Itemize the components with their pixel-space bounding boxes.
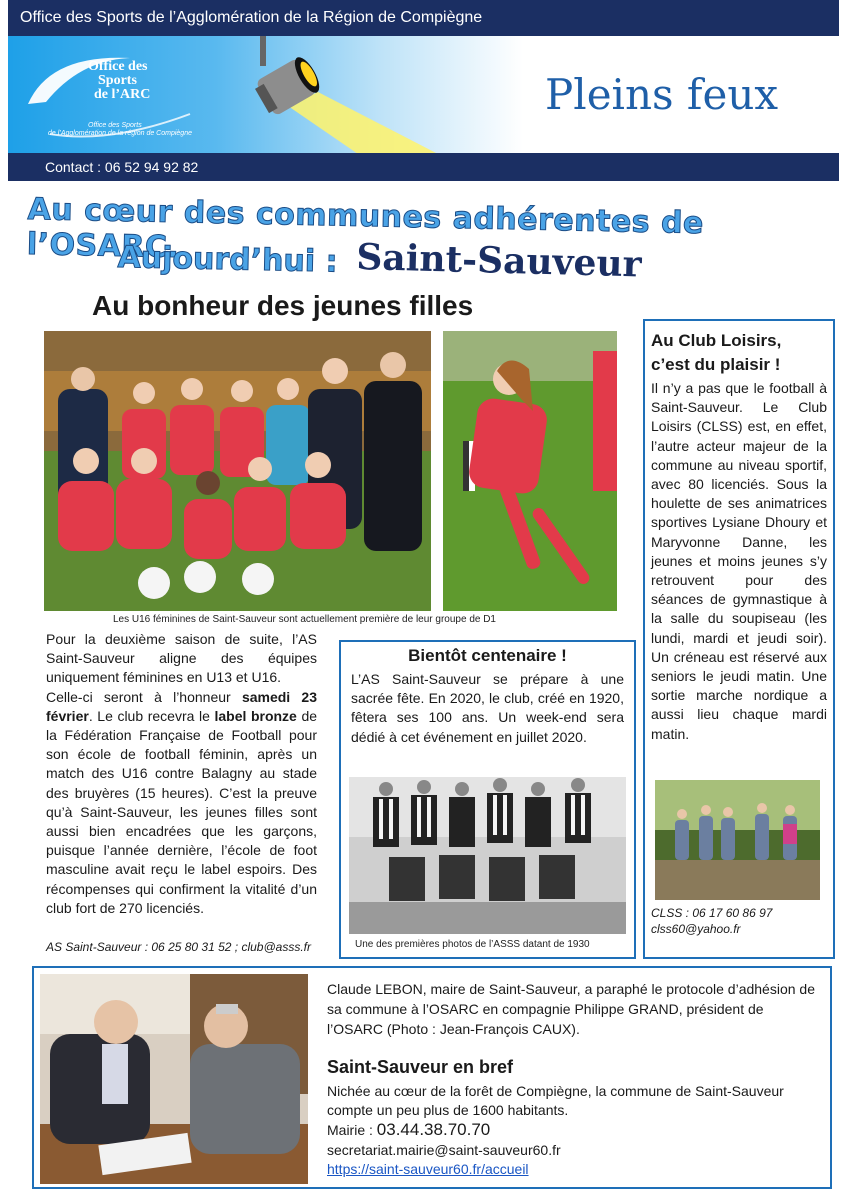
para2-text-a: Celle-ci seront à l’honneur — [46, 688, 242, 705]
logo-subtitle — [48, 122, 192, 138]
team-photo-illustration — [44, 331, 431, 611]
centenaire-title: Bientôt centenaire ! — [408, 646, 567, 665]
article-paragraph-1: Pour la deuxième saison de suite, l’AS Saint-Sauveur aligne des équipes uniquement féminines en U13 et U16. — [46, 631, 317, 686]
club-loisirs-contact — [651, 905, 772, 937]
walking-group-photo — [655, 780, 820, 900]
logo-sub-2: de l’Agglomération de la région de Compiègne — [48, 130, 192, 137]
centenaire-text: L’AS Saint-Sauveur se prépare à une sacrée fête. En 2020, le club, créé en 1920, fêtera ses 100 ans. Un week-end sera dédié à cet événement en juillet 2020. — [351, 671, 624, 745]
spotlight-icon — [248, 36, 448, 154]
club-loisirs-title — [651, 329, 833, 377]
centenaire-box — [339, 640, 636, 959]
logo-line-2: Sports — [98, 73, 137, 88]
headline-town: Saint-Sauveur — [355, 236, 643, 286]
historic-team-photo — [349, 777, 626, 934]
club-loisirs-text: Il n’y a pas que le football à Saint-Sauveur. Le Club Loisirs (CLSS) est, en effet, l’autre acteur majeur de la commune au niveau sportif, avec 80 licenciés. Sous la houlette de ses animatrices sportives Lysiane Dhoury et Maryvonne Danne, les jeunes et moins jeunes s’y retrouvent pour des séances de gymnastique à la salle du soupiseau (les lundi, mardi et jeudi soir). Un créneau est réservé aux seniors le jeudi matin. Une sortie marche nordique a aussi lieu chaque mardi matin. — [651, 380, 827, 742]
bottom-box — [32, 966, 832, 1189]
team-photo — [44, 331, 431, 611]
para2-text-e: de la Fédération Française de Football pour son école de football féminin, après un match des U16 contre Balagny au stade des bruyères (15 heures). C’est la preuve qu’à Saint-Sauveur, les jeunes filles sont aussi bien encadrées que les garçons, puisque l’année dernière, l’école de foot masculine avait reçu le label espoirs. Des récompenses qui confirment la vitalité d’un club fort de 270 licenciés. — [46, 707, 318, 916]
article-paragraph-2 — [46, 688, 317, 918]
headline-today: Aujourd’hui : — [117, 240, 338, 280]
mairie-label: Mairie : — [327, 1122, 377, 1138]
para2-text-c: . Le club recevra le — [88, 707, 215, 724]
signing-photo — [40, 974, 308, 1184]
club-loisirs-title-1: Au Club Loisirs, — [651, 331, 782, 350]
org-title-bar: Office des Sports de l’Agglomération de la Région de Compiègne — [8, 0, 839, 36]
contact-bar: Contact : 06 52 94 92 82 — [8, 153, 839, 181]
player-photo-illustration — [443, 331, 617, 611]
mairie-website-link[interactable]: https://saint-sauveur60.fr/accueil — [327, 1161, 529, 1177]
clss-email: clss60@yahoo.fr — [651, 922, 741, 936]
para2-label: label bronze — [214, 707, 297, 724]
logo-sub-1: Office des Sports — [88, 122, 142, 129]
headline-communes: Au cœur des communes adhérentes de l’OSARC. — [26, 192, 705, 266]
logo-wordmark — [88, 60, 150, 102]
club-loisirs-title-2: c’est du plaisir ! — [651, 355, 781, 374]
logo-line-3: de l’ARC — [94, 87, 151, 102]
article-headline: Au bonheur des jeunes filles — [92, 290, 474, 321]
signing-caption: Claude LEBON, maire de Saint-Sauveur, a paraphé le protocole d’adhésion de sa commune à l’OSARC en compagnie Philippe GRAND, président de l’OSARC (Photo : Jean-François CAUX). — [327, 981, 815, 1037]
team-photo-caption: Les U16 féminines de Saint-Sauveur sont actuellement première de leur groupe de D1 — [113, 614, 496, 625]
signing-photo-illustration — [40, 974, 308, 1184]
main-article-body — [46, 630, 317, 918]
club-loisirs-box — [643, 319, 835, 959]
banner-title: Pleins feux — [545, 70, 779, 119]
clss-phone: CLSS : 06 17 60 86 97 — [651, 906, 773, 920]
player-photo — [443, 331, 617, 611]
historic-photo-caption: Une des premières photos de l’ASSS datant de 1930 — [355, 939, 590, 950]
bref-text: Nichée au cœur de la forêt de Compiègne, la commune de Saint-Sauveur compte un peu plus de 1600 habitants. — [327, 1083, 784, 1118]
logo-line-1: Office des — [88, 59, 148, 74]
mairie-phone: 03.44.38.70.70 — [376, 1120, 491, 1139]
para2-date: samedi 23 février — [46, 688, 317, 724]
mairie-email[interactable]: secretariat.mairie@saint-sauveur60.fr — [327, 1142, 561, 1158]
club-contact: AS Saint-Sauveur : 06 25 80 31 52 ; club@asss.fr — [46, 940, 311, 954]
historic-photo-illustration — [349, 777, 626, 934]
mairie-line — [327, 1120, 490, 1140]
bref-title: Saint-Sauveur en bref — [327, 1057, 514, 1077]
walking-photo-illustration — [655, 780, 820, 900]
